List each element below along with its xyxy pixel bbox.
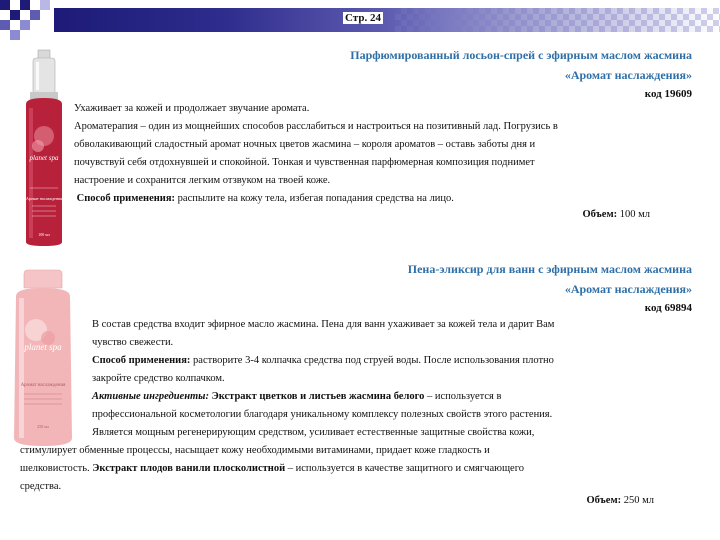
product2-usage-line: растворите 3-4 колпачка средства под струей воды. После использования плотно (190, 355, 554, 366)
product2-wide-line: стимулирует обменные процессы, насыщает кожу необходимыми витаминами, придает коже гладкость и (20, 445, 490, 456)
product1-para2-line: Ароматерапия – один из мощнейших способов расслабиться и настроиться на позитивный лад. Погрузись в (74, 121, 558, 132)
product2-last-line: средства. (20, 481, 62, 492)
bottle2-name: Аромат наслаждения (20, 383, 66, 388)
product2-volume: Объем: 250 мл (586, 495, 654, 506)
bottle2-volume: 250 мл (37, 424, 49, 429)
product1-para2-line: настроение и сохранится легким отзвуком на твоей коже. (74, 175, 331, 186)
product1-usage-label: Способ применения: (76, 193, 176, 204)
product2-vanilla-text: – используется в качестве защитного и смягчающего (285, 463, 525, 474)
page-number: Стр. 24 (345, 12, 381, 24)
product2-silk-pre: шелковистость. (20, 463, 93, 474)
product2-usage-line: закройте средство колпачком. (92, 373, 225, 384)
product2-code: код 69894 (644, 302, 692, 314)
product1-para2-line: почувствуй себя отдохнувшей и спокойной. Тонкая и чувственная парфюмерная композиция поднимет (74, 157, 535, 168)
product2-description-wide (20, 442, 712, 496)
product1-volume: Объем: 100 мл (582, 209, 650, 220)
header-checker-pattern (0, 0, 60, 42)
product1-subtitle: «Аромат наслаждения» (564, 68, 692, 82)
bottle1-name: Аромат наслаждения (26, 196, 62, 201)
product2-active-line: Является мощным регенерирующим средством, усиливает естественные защитные свойства кожи, (92, 427, 535, 438)
product1-para1: Ухаживает за кожей и продолжает звучание аромата. (74, 103, 310, 114)
product1-code: код 19609 (644, 88, 692, 100)
product1-description (74, 100, 714, 208)
product2-para1-line: В состав средства входит эфирное масло жасмина. Пена для ванн ухаживает за кожей тела и дарит Вам (92, 319, 555, 330)
product2-active-name: Экстракт цветков и листьев жасмина белого (208, 391, 425, 402)
bottle2-brand: planet spa (24, 342, 62, 352)
lotion-spray-bottle-image (14, 48, 74, 248)
product2-subtitle: «Аромат наслаждения» (564, 282, 692, 296)
product1-para2-line: обволакивающий сладостный аромат ночных цветов жасмина – короля ароматов – оставь заботы дня и (74, 139, 536, 150)
product2-active-label: Активные ингредиенты: (92, 391, 209, 402)
product2-usage-label: Способ применения: (92, 355, 191, 366)
product2-active-text: – используется в (424, 391, 502, 402)
bottle1-brand: planet spa (29, 154, 59, 162)
product2-active-line: профессиональной косметологии благодаря уникальному комплексу полезных свойств этого растения. (92, 409, 553, 420)
product2-para1-line: чувство свежести. (92, 337, 174, 348)
product1-usage-text: распылите на кожу тела, избегая попадания средства на лицо. (175, 193, 454, 204)
product2-description (92, 316, 712, 442)
bottle1-volume: 100 мл (38, 232, 50, 237)
slide-header (0, 0, 720, 42)
bath-foam-bottle-image (6, 268, 80, 448)
product1-title: Парфюмированный лосьон-спрей с эфирным маслом жасмина (350, 48, 692, 62)
product2-title: Пена-эликсир для ванн с эфирным маслом жасмина (407, 262, 692, 276)
product2-vanilla-name: Экстракт плодов ванили плосколистной (92, 463, 286, 474)
header-band-pattern (395, 8, 720, 32)
